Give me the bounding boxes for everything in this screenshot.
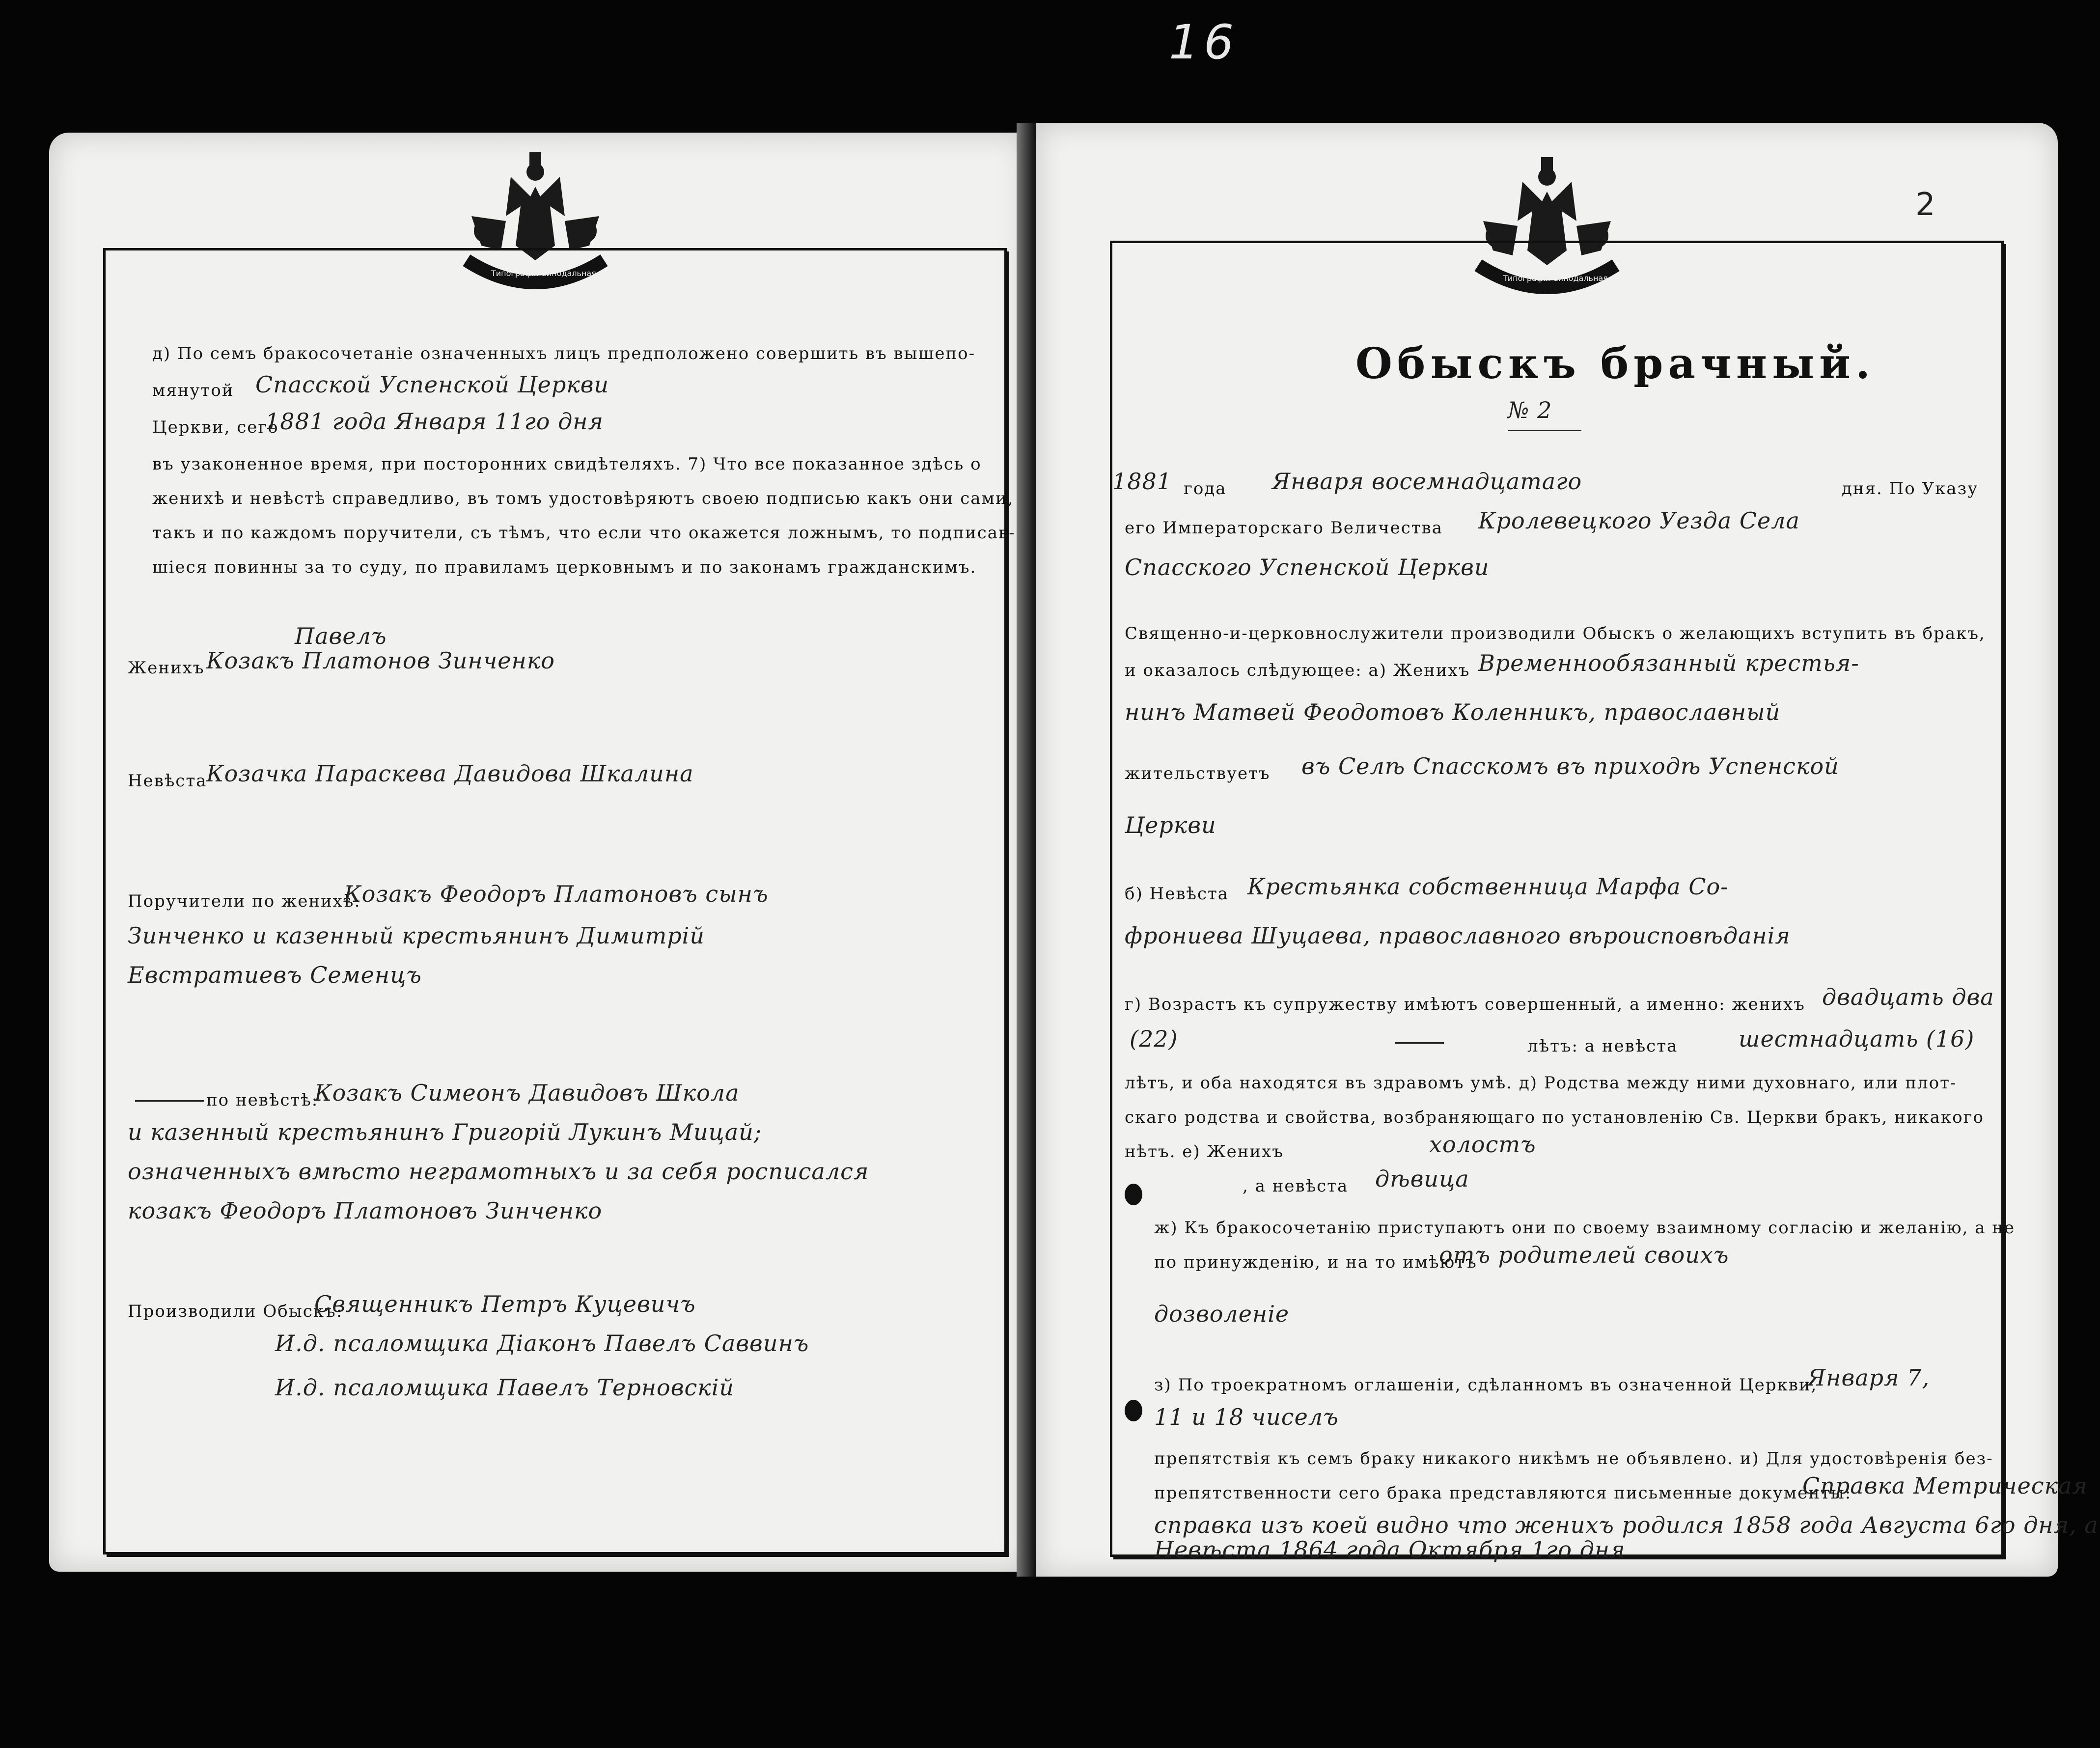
- bride-label: б) Невѣста: [1125, 884, 1229, 904]
- left-sureties-bride-rule: [135, 1100, 204, 1102]
- consent-hand: отъ родителей своихъ: [1439, 1242, 1729, 1268]
- left-church-hand: Спасской Успенской Церкви: [255, 371, 609, 398]
- parish-hand-1: Кролевецкого Уезда Села: [1478, 507, 1800, 534]
- left-sureties-bride-label: по невѣстѣ:: [206, 1090, 319, 1110]
- docs-hand-1: Справка Метрическая: [1802, 1472, 2088, 1499]
- left-sureties-groom-hand-3: Евстратиевъ Семенцъ: [128, 962, 422, 988]
- bride-status-hand: дѣвица: [1375, 1165, 1469, 1192]
- left-groom-hand: Козакъ Платонов Зинченко: [206, 647, 555, 674]
- crest-ribbon-text: Типографiя Синодальная: [1503, 274, 1608, 283]
- left-groom-label: Женихъ: [128, 658, 205, 678]
- right-page: [1036, 123, 2099, 1577]
- binding-hole-1: [1125, 1184, 1142, 1205]
- crest-ribbon-text: Типографiя Синодальная: [491, 269, 596, 278]
- date-year-hand: 1881: [1112, 468, 1172, 495]
- groom-status-hand: холостъ: [1429, 1131, 1536, 1158]
- impediment-line: препятствiя къ семъ браку никакого никѣмъ не объявлено. и) Для удостовѣренiя без-: [1154, 1449, 1993, 1469]
- frame-number: 16: [1169, 15, 1239, 70]
- date-year-label: года: [1184, 479, 1227, 499]
- left-sureties-groom-hand-1: Козакъ Феодоръ Платоновъ сынъ: [344, 881, 769, 907]
- left-sureties-bride-hand-4: козакъ Феодоръ Платоновъ Зинченко: [128, 1197, 603, 1224]
- left-performed-hand-1: Священникъ Петръ Куцевичъ: [314, 1291, 696, 1317]
- left-performed-label: Производили Обыскъ:: [128, 1302, 343, 1321]
- banns-line: з) По троекратномъ оглашенiи, сдѣланномъ въ означенной Церкви,: [1154, 1375, 1818, 1395]
- consent-label: по принужденiю, и на то имѣютъ: [1154, 1252, 1477, 1272]
- left-sureties-bride-hand-1: Козакъ Симеонъ Давидовъ Школа: [314, 1080, 740, 1106]
- age-groom-num: (22): [1130, 1026, 1178, 1052]
- left-sureties-groom-hand-2: Зинченко и казенный крестьянинъ Димитрiй: [128, 922, 705, 949]
- left-groom-name-above: Павелъ: [295, 623, 387, 649]
- binding-hole-2: [1125, 1400, 1142, 1421]
- docs-hand-2: справка изъ коей видно что женихъ родился 1858 года Августа 6го дня, а: [1154, 1512, 2099, 1538]
- document-title: Обыскъ брачный.: [1355, 339, 1875, 388]
- left-para5-line1: д) По семъ бракосочетанiе означенныхъ лицъ предположено совершить въ вышепо-: [152, 344, 976, 363]
- resides-hand: въ Селѣ Спасскомъ въ приходѣ Успенской: [1301, 753, 1839, 779]
- bride-status-label: , а невѣста: [1243, 1176, 1349, 1196]
- left-date-hand: 1881 года Января 11го дня: [265, 408, 604, 435]
- left-para5-line7: шiеся повинны за то суду, по правиламъ церковнымъ и по законамъ гражданскимъ.: [152, 557, 977, 577]
- date-day-label: дня. По Указу: [1842, 479, 1979, 499]
- document-number: № 2: [1508, 397, 1552, 423]
- left-sureties-bride-hand-2: и казенный крестьянинъ Григорiй Лукинъ Мицай;: [128, 1119, 762, 1145]
- left-bride-hand: Козачка Параскева Давидова Шкалина: [206, 760, 694, 787]
- groom-hand-2: нинъ Матвей Феодотовъ Коленникъ, православный: [1125, 699, 1781, 725]
- docs-hand-3: Невѣста 1864 года Октября 1го дня: [1154, 1536, 1626, 1563]
- left-sureties-bride-hand-3: означенныхъ вмѣсто неграмотныхъ и за себя росписался: [128, 1158, 869, 1185]
- left-para5-line2-label: мянутой: [152, 381, 234, 400]
- left-performed-hand-2: И.д. псаломщика Дiаконъ Павелъ Саввинъ: [275, 1330, 809, 1357]
- kin-line: скаго родства и свойства, возбраняющаго по установленiю Св. Церкви бракъ, никакого: [1125, 1108, 1984, 1127]
- age-bride-hand: шестнадцать (16): [1739, 1026, 1975, 1052]
- left-para5-line3-label: Церкви, сего: [152, 417, 279, 437]
- clergy-line: Священно-и-церковнослужители производили Обыскъ о желающихъ вступить въ бракъ,: [1125, 624, 1986, 643]
- found-label: и оказалось слѣдующее: а) Женихъ: [1125, 661, 1470, 680]
- permission-hand: дозволенiе: [1154, 1301, 1290, 1327]
- none-label: нѣтъ. е) Женихъ: [1125, 1142, 1284, 1162]
- age-groom-rule: [1395, 1042, 1444, 1044]
- date-hand: Января восемнадцатаго: [1272, 468, 1582, 495]
- banns-hand: Января 7,: [1807, 1364, 1930, 1391]
- age-groom-hand: двадцать два: [1822, 984, 1994, 1010]
- groom-hand-1: Временнообязанный крестья-: [1478, 650, 1859, 676]
- left-sureties-groom-label: Поручители по женихѣ:: [128, 891, 361, 911]
- left-para5-line6: такъ и по каждомъ поручители, съ тѣмъ, что если что окажется ложнымъ, то подписав-: [152, 523, 1016, 543]
- age-bride-label: лѣтъ: а невѣста: [1527, 1036, 1678, 1056]
- parish-hand-2: Спасского Успенской Церкви: [1125, 554, 1490, 581]
- left-performed-hand-3: И.д. псаломщика Павелъ Терновскiй: [275, 1374, 735, 1401]
- left-page: [49, 133, 1026, 1572]
- health-line: лѣтъ, и оба находятся въ здравомъ умѣ. д) Родства между ними духовнаго, или плот-: [1125, 1073, 1957, 1093]
- bride-hand-1: Крестьянка собственница Марфа Со-: [1247, 873, 1729, 900]
- banns-dates-hand: 11 и 18 чиселъ: [1154, 1404, 1339, 1430]
- resides-label: жительствуетъ: [1125, 764, 1271, 783]
- age-label: г) Возрастъ къ супружеству имѣютъ совершенный, а именно: женихъ: [1125, 995, 1805, 1014]
- majesty-label: его Императорскаго Величества: [1125, 518, 1443, 538]
- title-flourish: [1508, 430, 1581, 431]
- bride-hand-2: фрониева Шуцаева, православного вѣроисповѣданiя: [1125, 922, 1791, 949]
- consent-line: ж) Къ бракосочетанiю приступаютъ они по своему взаимному согласiю и желанiю, а не: [1154, 1218, 2016, 1238]
- left-bride-label: Невѣста: [128, 771, 207, 791]
- resides-hand-2: Церкви: [1125, 812, 1216, 838]
- page-number: 2: [1915, 187, 1935, 223]
- docs-line: препятственности сего брака представляются письменные документы:: [1154, 1483, 1852, 1503]
- left-para5-line4: въ узаконенное время, при посторонних свидѣтеляхъ. 7) Что все показанное здѣсь о: [152, 454, 982, 474]
- left-para5-line5: женихѣ и невѣстѣ справедливо, въ томъ удостовѣряютъ своею подписью какъ они сами,: [152, 489, 1014, 508]
